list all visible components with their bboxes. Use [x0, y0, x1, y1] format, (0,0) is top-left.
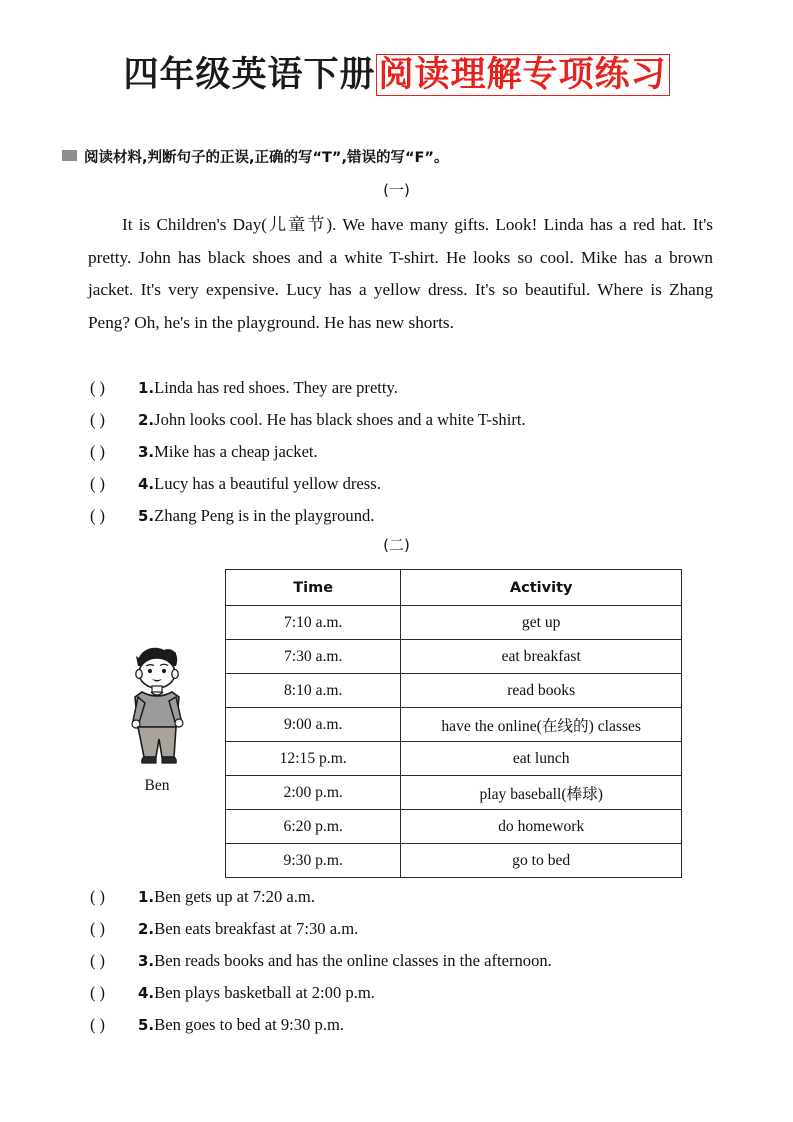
question-text: Zhang Peng is in the playground. — [154, 506, 375, 525]
table-row — [226, 606, 682, 640]
cell-activity: eat breakfast — [401, 640, 682, 674]
question-number: 4. — [138, 984, 155, 1002]
cell-time: 9:00 a.m. — [226, 708, 401, 742]
figure-caption: Ben — [144, 777, 170, 794]
answer-blank[interactable]: ( ) — [90, 506, 106, 525]
question-text: John looks cool. He has black shoes and a white T-shirt. — [154, 410, 526, 429]
cell-activity: play baseball(棒球) — [401, 776, 682, 810]
part-two-label: (二) — [383, 536, 410, 554]
cell-time: 7:30 a.m. — [226, 640, 401, 674]
answer-blank[interactable]: ( ) — [90, 442, 106, 461]
table-row — [226, 708, 682, 742]
table-row — [226, 810, 682, 844]
question-text: Ben plays basketball at 2:00 p.m. — [154, 983, 375, 1002]
table-row — [226, 844, 682, 878]
question-number: 5. — [138, 1016, 155, 1034]
boy-illustration-icon — [114, 640, 200, 770]
answer-blank[interactable]: ( ) — [90, 951, 106, 970]
answer-blank[interactable]: ( ) — [90, 474, 106, 493]
question-text: Lucy has a beautiful yellow dress. — [154, 474, 381, 493]
question-row[interactable] — [90, 404, 730, 436]
question-number: 1. — [138, 888, 155, 906]
question-number: 2. — [138, 411, 155, 429]
column-header-activity: Activity — [401, 570, 682, 606]
question-row[interactable] — [90, 881, 730, 913]
answer-blank[interactable]: ( ) — [90, 919, 106, 938]
question-text: Linda has red shoes. They are pretty. — [154, 378, 398, 397]
question-list-one — [90, 372, 730, 532]
cell-time: 9:30 p.m. — [226, 844, 401, 878]
table-row — [226, 742, 682, 776]
section-heading — [62, 146, 448, 167]
cell-time: 7:10 a.m. — [226, 606, 401, 640]
cell-activity: go to bed — [401, 844, 682, 878]
answer-blank[interactable]: ( ) — [90, 378, 106, 397]
question-row[interactable] — [90, 945, 730, 977]
cell-activity: have the online(在线的) classes — [401, 708, 682, 742]
question-number: 5. — [138, 507, 155, 525]
table-row — [226, 674, 682, 708]
question-text: Ben goes to bed at 9:30 p.m. — [154, 1015, 345, 1034]
answer-blank[interactable]: ( ) — [90, 887, 106, 906]
question-row[interactable] — [90, 372, 730, 404]
part-one-label: (一) — [383, 181, 410, 199]
cell-activity: read books — [401, 674, 682, 708]
answer-blank[interactable]: ( ) — [90, 410, 106, 429]
question-number: 3. — [138, 952, 155, 970]
question-number: 4. — [138, 475, 155, 493]
question-number: 2. — [138, 920, 155, 938]
question-row[interactable] — [90, 1009, 730, 1041]
title-topic-text: 阅读理解专项练习 — [376, 54, 670, 96]
table-row — [226, 640, 682, 674]
column-header-time: Time — [226, 570, 401, 606]
schedule-table — [225, 569, 682, 878]
answer-blank[interactable]: ( ) — [90, 983, 106, 1002]
cell-time: 6:20 p.m. — [226, 810, 401, 844]
question-row[interactable] — [90, 468, 730, 500]
cell-time: 12:15 p.m. — [226, 742, 401, 776]
section-heading-text: 阅读材料,判断句子的正误,正确的写“T”,错误的写“F”。 — [84, 150, 449, 166]
cell-activity: eat lunch — [401, 742, 682, 776]
question-row[interactable] — [90, 436, 730, 468]
question-number: 3. — [138, 443, 155, 461]
ben-figure — [112, 640, 202, 795]
reading-passage: It is Children's Day(儿童节). We have many gifts. Look! Linda has a red hat. It's pretty. John has black shoes and a white T-shirt. He looks so cool. Mike has a brown jacket. It's very expensive. Lucy has a yellow dress. It's so beautiful. Where is Zhang Peng? Oh, he's in the playground. He has new shorts. — [88, 215, 713, 332]
question-text: Ben eats breakfast at 7:30 a.m. — [154, 919, 359, 938]
page-title — [0, 55, 793, 95]
cell-activity: get up — [401, 606, 682, 640]
table-row — [226, 776, 682, 810]
table-header-row — [226, 570, 682, 606]
question-row[interactable] — [90, 500, 730, 532]
question-row[interactable] — [90, 913, 730, 945]
question-text: Ben reads books and has the online classes in the afternoon. — [154, 951, 552, 970]
answer-blank[interactable]: ( ) — [90, 1015, 106, 1034]
question-text: Mike has a cheap jacket. — [154, 442, 318, 461]
question-list-two — [90, 881, 730, 1041]
cell-time: 8:10 a.m. — [226, 674, 401, 708]
question-number: 1. — [138, 379, 155, 397]
cell-activity: do homework — [401, 810, 682, 844]
square-bullet-icon — [62, 150, 77, 161]
question-text: Ben gets up at 7:20 a.m. — [154, 887, 315, 906]
title-grade-text: 四年级英语下册 — [123, 55, 376, 95]
question-row[interactable] — [90, 977, 730, 1009]
cell-time: 2:00 p.m. — [226, 776, 401, 810]
